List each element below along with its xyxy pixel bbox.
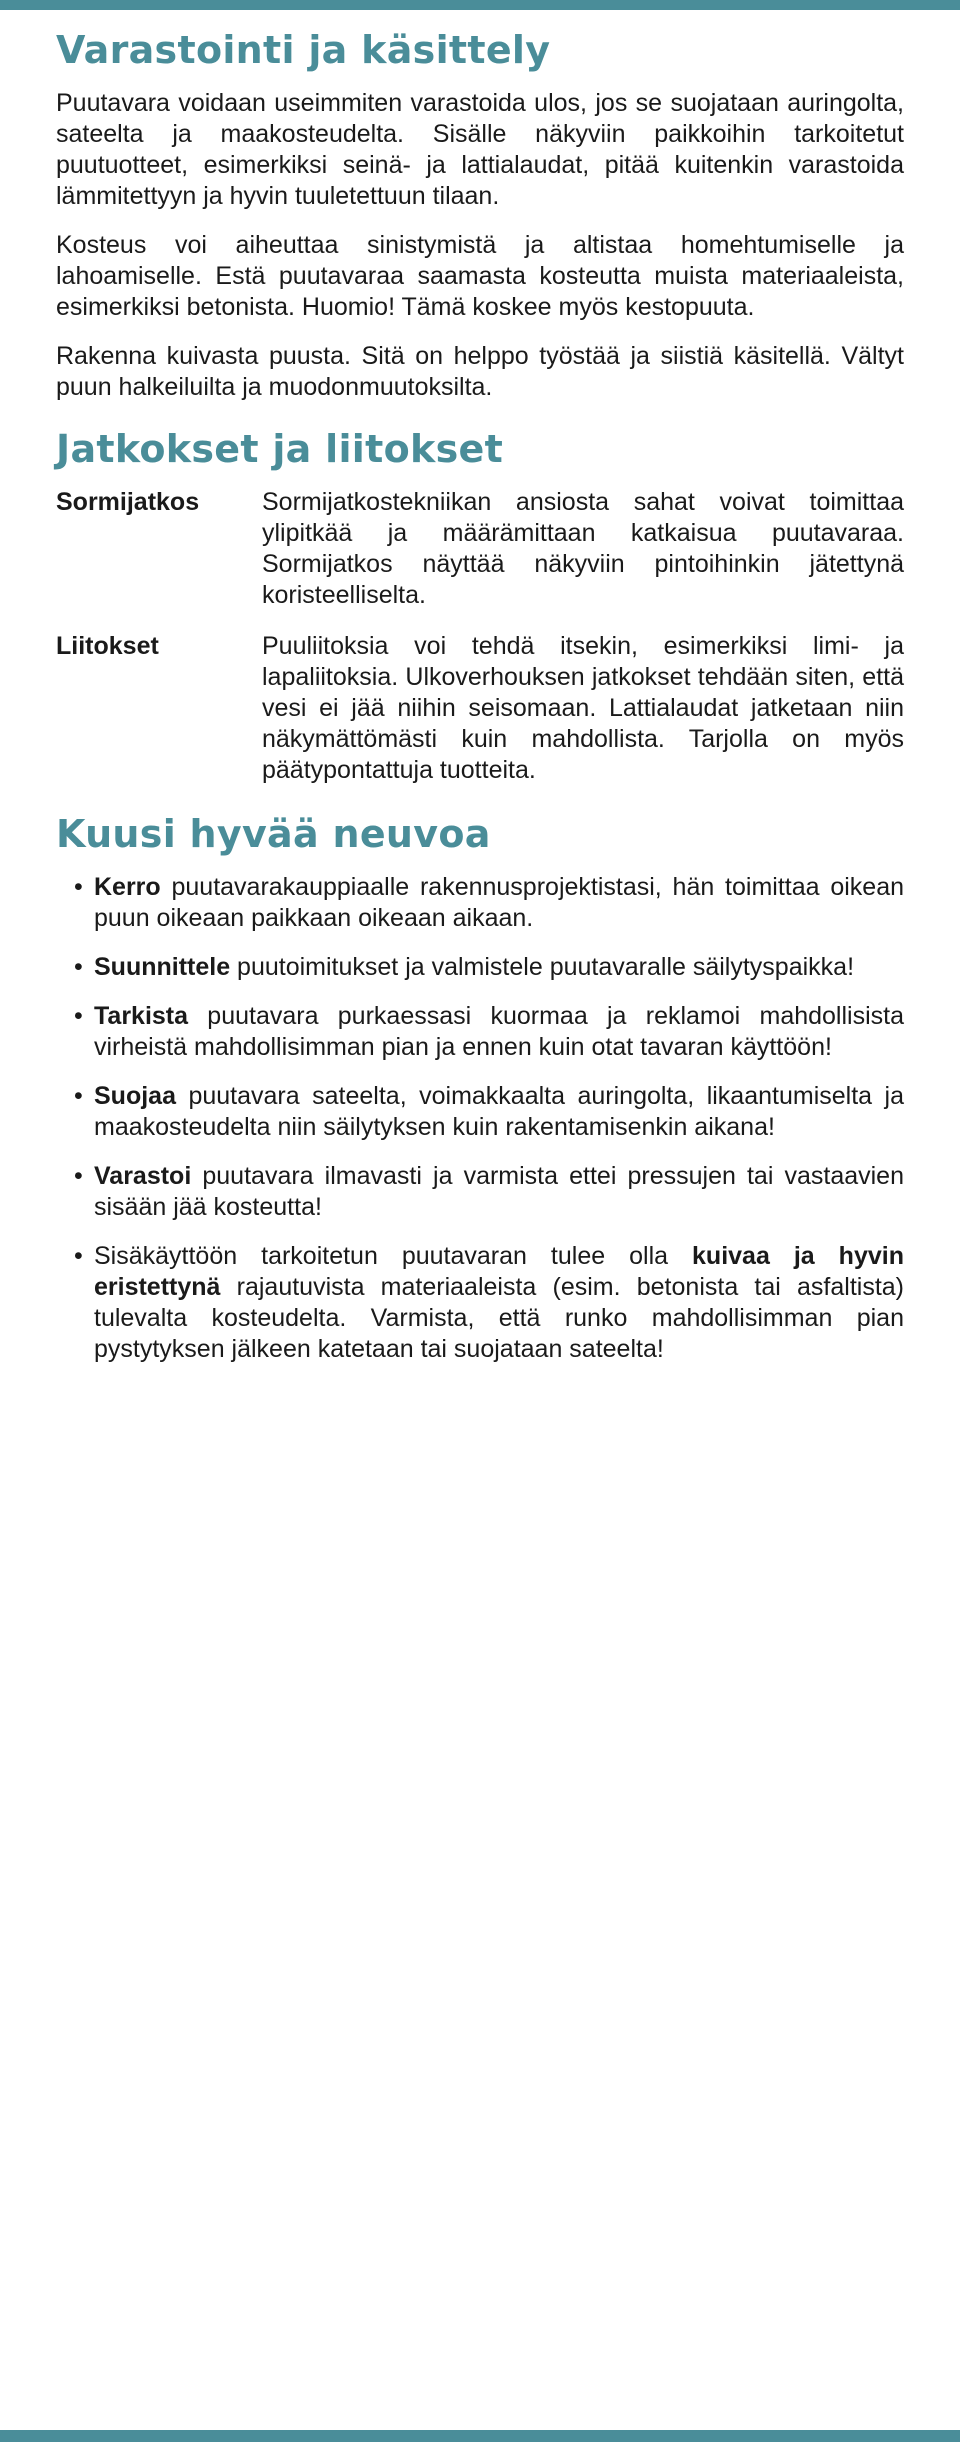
section-advice [56,806,904,1365]
storage-paragraph-3: Rakenna kuivasta puusta. Sitä on helppo työstää ja siistiä käsitellä. Vältyt puun halkeiluilta ja muodonmuutoksilta. [56,342,904,401]
list-item [74,1161,904,1223]
bullet-icon: • [74,1242,83,1270]
definition-description: Sormijatkostekniikan ansiosta sahat voivat toimittaa ylipitkää ja määrämittaan katkaisua puutavaraa. Sormijatkos näyttää näkyviin pintoihinkin jätettynä koristeelliselta. [262,488,904,609]
tip-keyword: kuivaa ja hyvin eristettynä [94,1242,904,1301]
bullet-icon: • [74,1002,83,1030]
section-joints-title: Jatkokset ja liitokset [56,427,504,471]
tip-text: puutoimitukset ja valmistele puutavaralle säilytyspaikka! [230,953,855,981]
list-item [74,1241,904,1365]
bullet-icon: • [74,1082,83,1110]
tip-text: puutavara purkaessasi kuormaa ja reklamoi mahdollisista virheistä mahdollisimman pian ja ennen kuin otat tavaran käyttöön! [94,1002,904,1061]
definition-term: Sormijatkos [56,488,200,516]
section-joints [56,421,904,786]
storage-paragraph-2: Kosteus voi aiheuttaa sinistymistä ja altistaa homehtumiselle ja lahoamiselle. Estä puutavaraa saamasta kosteutta muista materiaaleista, esimerkiksi betonista. Huomio! Tämä koskee myös kestopuuta. [56,231,904,321]
bottom-accent-bar [0,2430,960,2442]
definition-term: Liitokset [56,632,159,660]
tip-keyword: Kerro [94,873,161,901]
section-storage-title: Varastointi ja käsittely [56,28,551,72]
tip-text: puutavara sateelta, voimakkaalta auringolta, likaantumiselta ja maakosteudelta niin säilytyksen kuin rakentamisenkin aikana! [94,1082,904,1141]
definition-row-finger-joint [56,487,904,611]
top-accent-bar [0,0,960,10]
bullet-icon: • [74,1162,83,1190]
definition-description: Puuliitoksia voi tehdä itsekin, esimerkiksi limi- ja lapaliitoksia. Ulkoverhouksen jatkokset tehdään siten, että vesi ei jää niihin seisomaan. Lattialaudat jatketaan niin näkymättömästi kuin mahdollista. Tarjolla on myös päätypontattuja tuotteita. [262,632,904,784]
document-body [56,22,904,1383]
storage-paragraph-1: Puutavara voidaan useimmiten varastoida ulos, jos se suojataan auringolta, sateelta ja maakosteudelta. Sisälle näkyviin paikkoihin tarkoitetut puutuotteet, esimerkiksi seinä- ja lattialaudat, pitää kuitenkin varastoida lämmitettyyn ja hyvin tuuletettuun tilaan. [56,89,904,210]
list-item [74,1081,904,1143]
definition-row-joints [56,631,904,786]
tip-keyword: Tarkista [94,1002,189,1030]
section-advice-title: Kuusi hyvää neuvoa [56,812,491,856]
tip-text: puutavarakauppiaalle rakennusprojektistasi, hän toimittaa oikean puun oikeaan paikkaan oikeaan aikaan. [94,873,904,932]
bullet-icon: • [74,953,83,981]
section-storage [56,22,904,403]
advice-list [56,872,904,1365]
tip-keyword: Varastoi [94,1162,192,1190]
list-item [74,872,904,934]
bullet-icon: • [74,873,83,901]
tip-keyword: Suunnittele [94,953,231,981]
tip-keyword: Suojaa [94,1082,176,1110]
tip-text: rajautuvista materiaaleista (esim. betonista tai asfaltista) tulevalta kosteudelta. Varmista, että runko mahdollisimman pian pystytyksen jälkeen katetaan tai suojataan sateelta! [94,1273,904,1363]
tip-text: puutavara ilmavasti ja varmista ettei pressujen tai vastaavien sisään jää kosteutta! [94,1162,904,1221]
tip-lead-text: Sisäkäyttöön tarkoitetun puutavaran tulee olla [94,1242,693,1270]
list-item [74,952,904,983]
list-item [74,1001,904,1063]
